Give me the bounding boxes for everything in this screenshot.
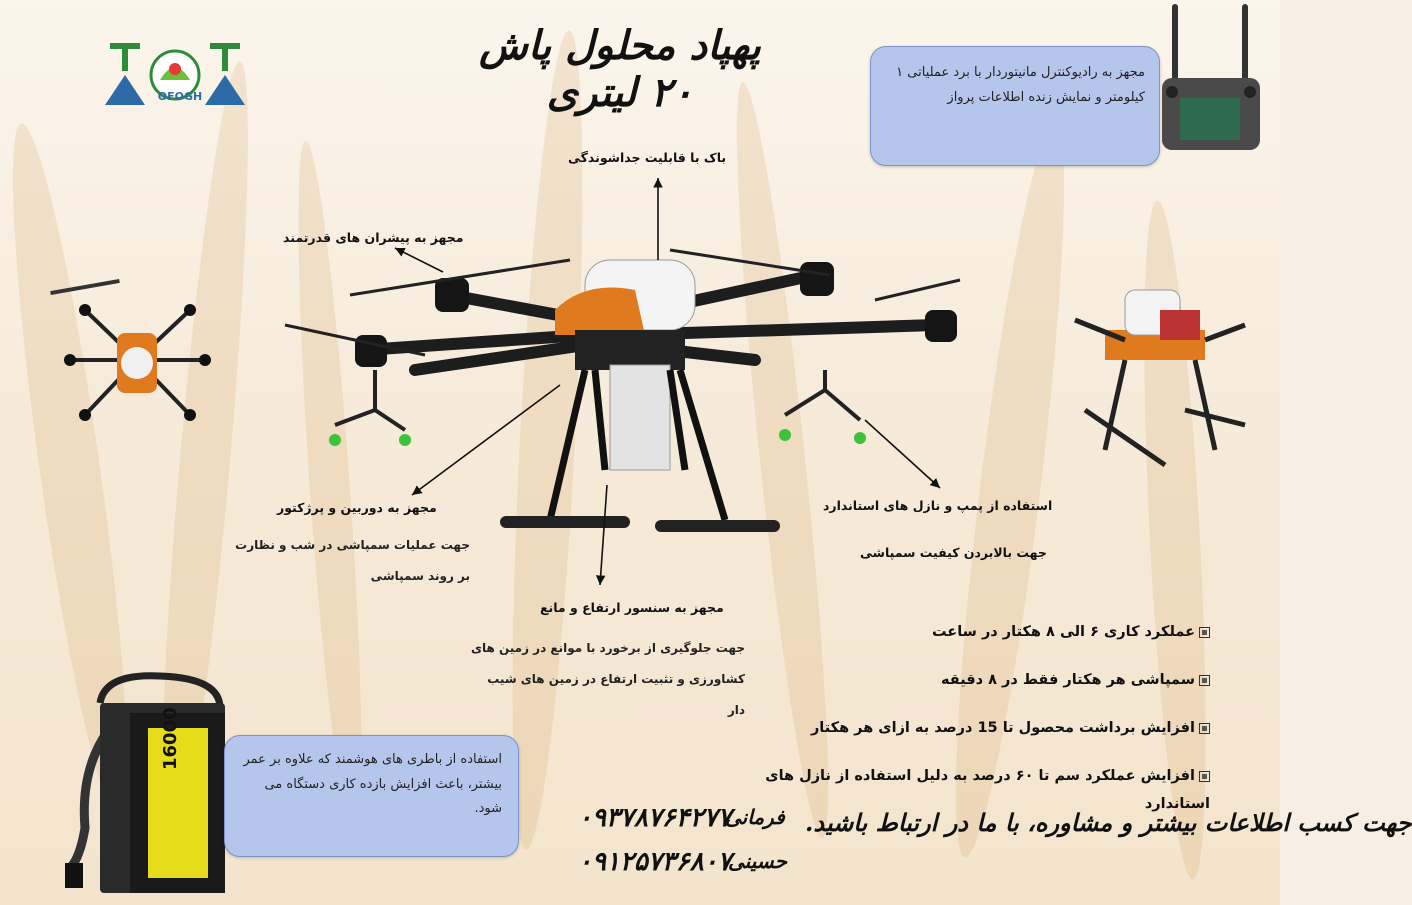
label-motors: مجهز به پیشران های قدرتمند xyxy=(283,230,464,245)
feature-item: عملکرد کاری ۶ الی ۸ هکتار در ساعت xyxy=(730,618,1210,666)
battery-callout xyxy=(224,735,519,857)
page-title: پهپاد محلول پاش ۲۰ لیتری xyxy=(479,22,761,116)
contact-name-2: حسینی xyxy=(728,849,787,873)
label-tank: باک با قابلیت جداشوندگی xyxy=(568,150,727,165)
checkbox-icon xyxy=(1199,771,1210,782)
checkbox-icon xyxy=(1199,627,1210,638)
contact-phone-1[interactable]: ۰۹۳۷۸۷۶۴۲۷۷ xyxy=(578,803,732,833)
contact-name-1: فرمانی xyxy=(725,805,785,829)
label-camera-sub: جهت عملیات سمپاشی در شب و نظارت بر روند سمپاشی xyxy=(235,538,470,584)
remote-callout-text: مجهز به رادیوکنترل مانیتوردار با برد عملیاتی ۱ کیلومتر و نمایش زنده اطلاعات پرواز xyxy=(896,65,1145,105)
battery-callout-text: استفاده از باطری های هوشمند که علاوه بر عمر بیشتر، باعث افزایش بازده کاری دستگاه می شود. xyxy=(243,752,502,817)
arrow-sensor xyxy=(600,485,607,585)
feature-item: افزایش برداشت محصول تا 15 درصد به ازای هر هکتار xyxy=(730,714,1210,762)
arrow-pump xyxy=(865,420,940,488)
logo-text: OFOGH xyxy=(157,90,203,103)
feature-list xyxy=(730,618,1210,810)
battery-capacity-label: 16000 xyxy=(160,707,181,770)
label-camera: مجهز به دوربین و پرژکتور xyxy=(277,500,437,515)
arrow-camera xyxy=(412,385,560,495)
arrow-motors xyxy=(395,248,443,272)
checkbox-icon xyxy=(1199,675,1210,686)
label-sensor: مجهز به سنسور ارتفاع و مانع xyxy=(540,600,724,615)
contact-phone-2[interactable]: ۰۹۱۲۵۷۳۶۸۰۷ xyxy=(578,847,732,877)
feature-item: افزایش عملکرد سم تا ۶۰ درصد به دلیل استفاده از نازل های استاندارد xyxy=(765,768,1210,812)
label-pump: استفاده از پمپ و نازل های استاندارد xyxy=(823,498,1053,513)
checkbox-icon xyxy=(1199,723,1210,734)
label-pump-sub: جهت بالابردن کیفیت سمپاشی xyxy=(860,545,1047,560)
contact-note: جهت کسب اطلاعات بیشتر و مشاوره، با ما در ارتباط باشید. xyxy=(805,808,1412,837)
feature-item: سمپاشی هر هکتار فقط در ۸ دقیقه xyxy=(730,666,1210,714)
battery-image xyxy=(60,668,240,898)
label-sensor-sub: جهت جلوگیری از برخورد با موانع در زمین های کشاورزی و تثبیت ارتفاع در زمین های شیب دار xyxy=(470,641,745,718)
